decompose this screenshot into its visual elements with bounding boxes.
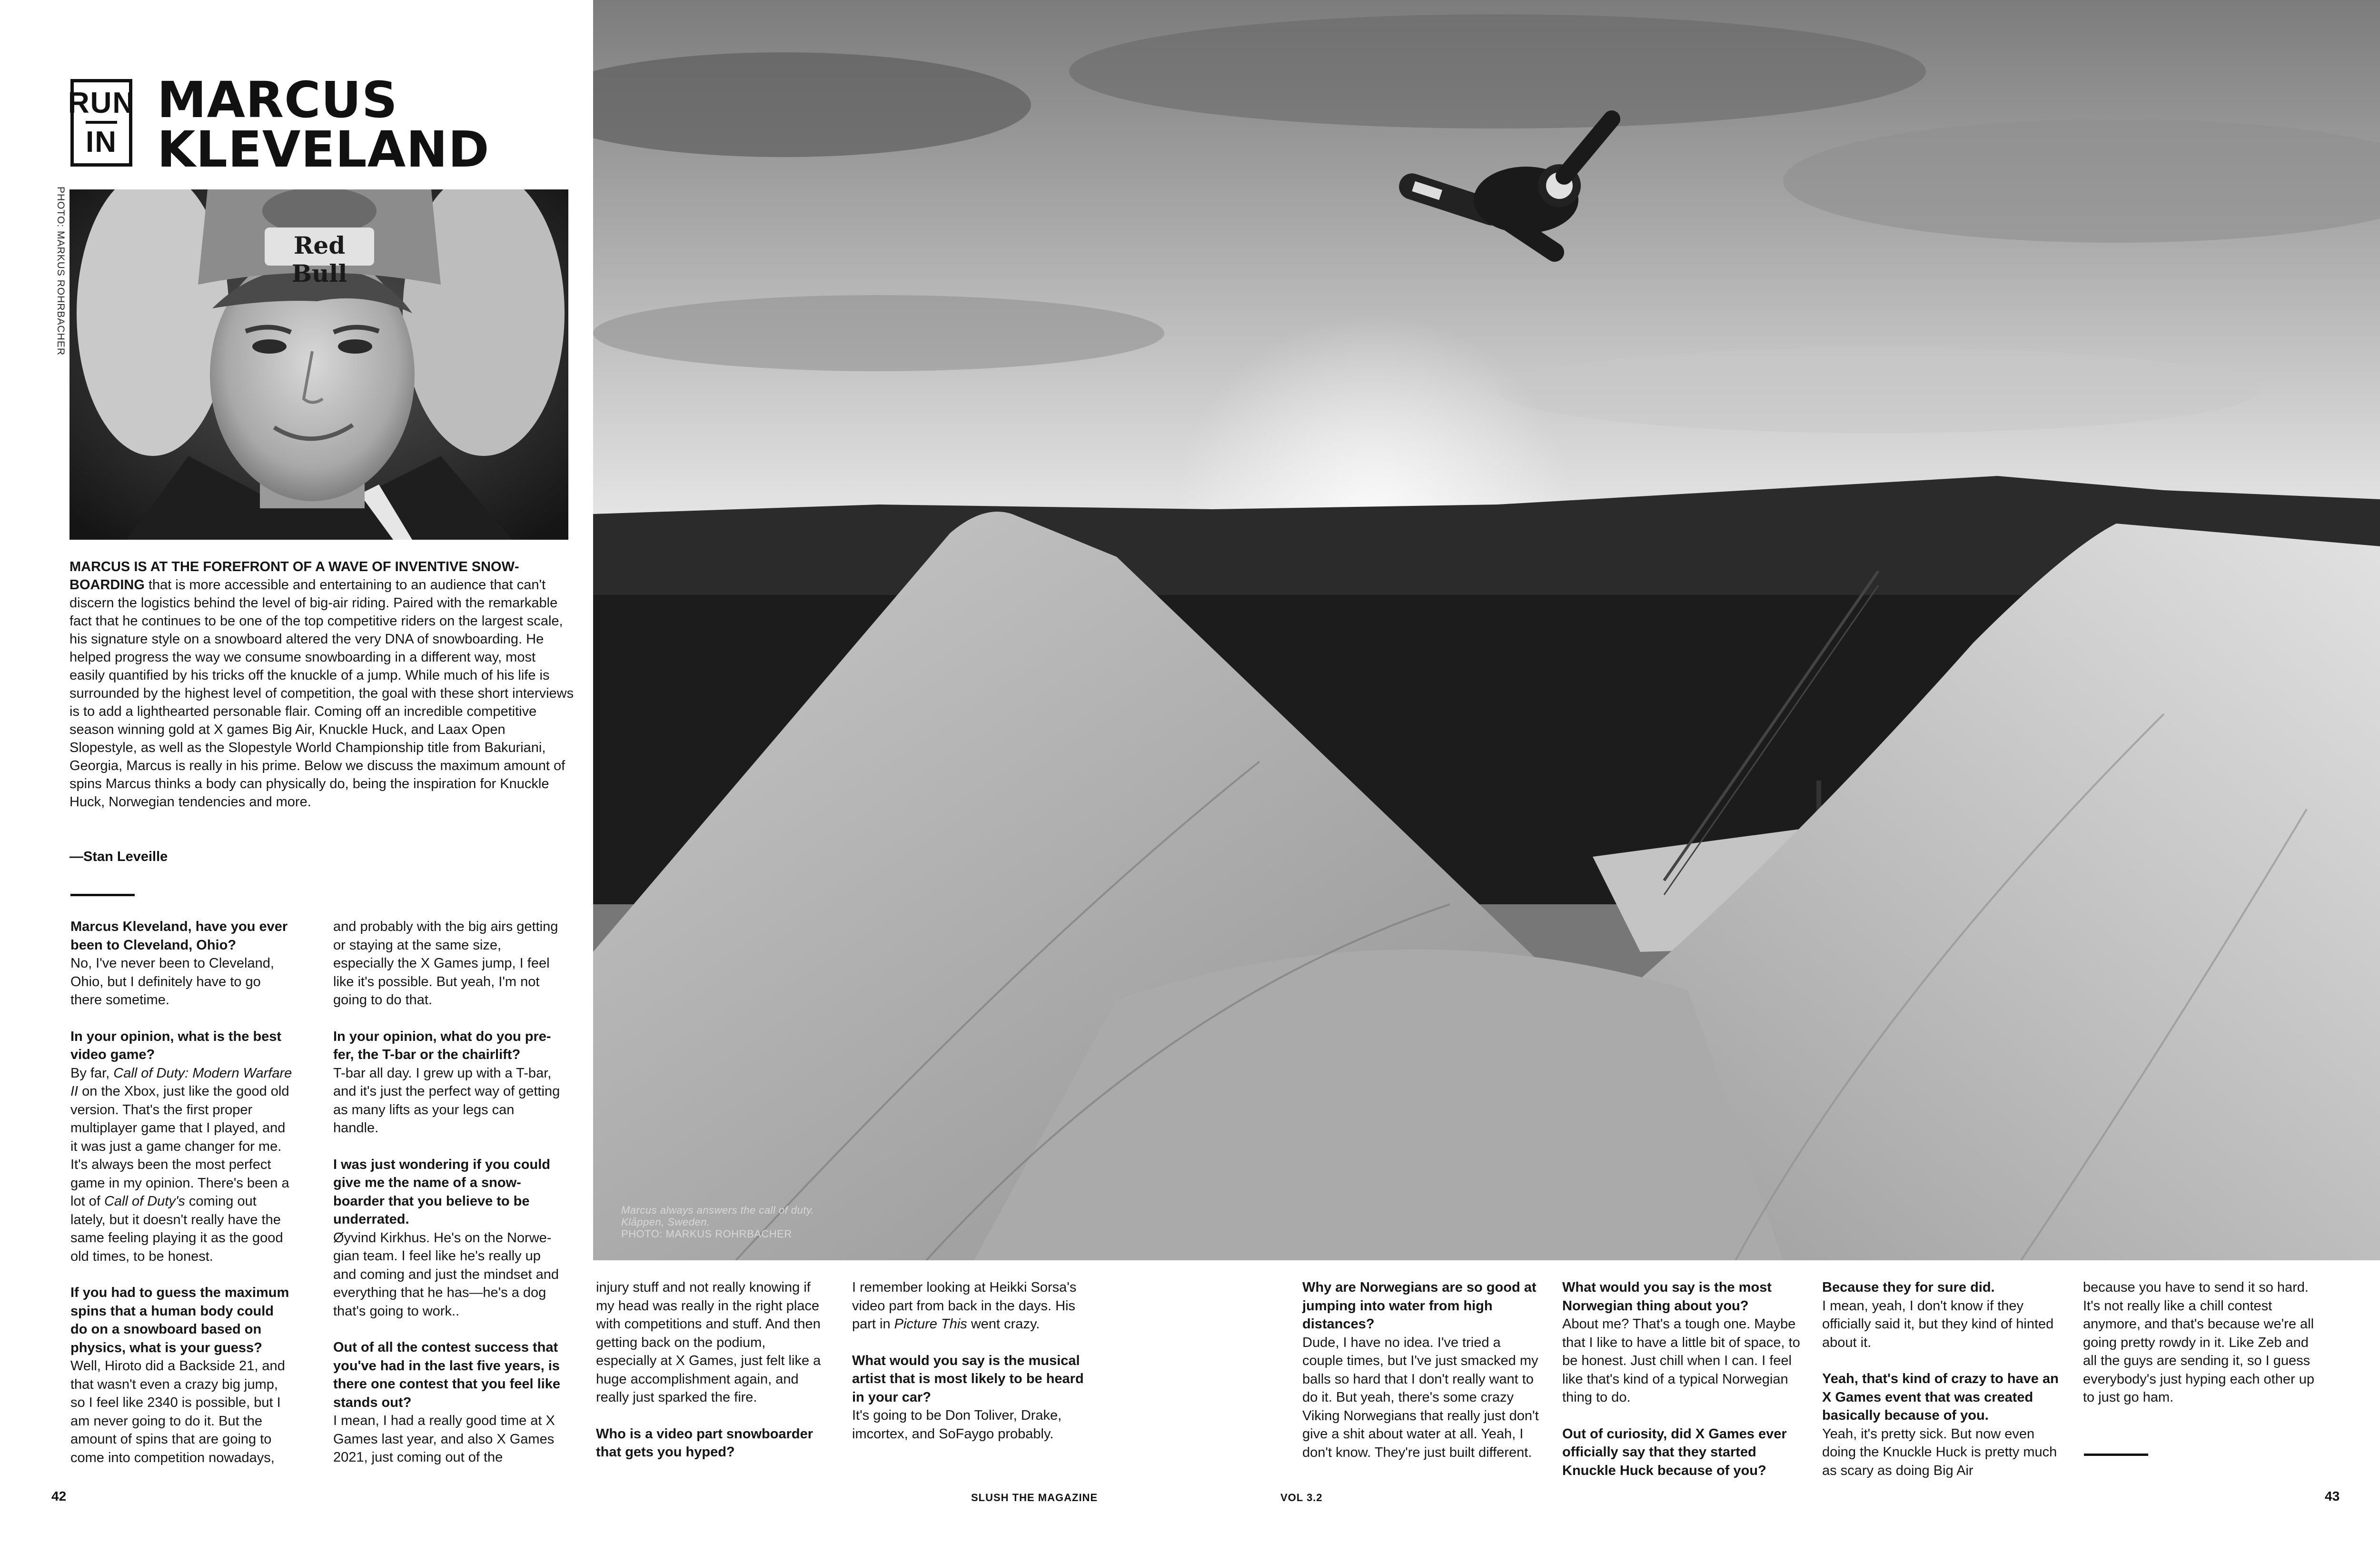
qa-column-4 <box>852 1278 1090 1461</box>
page-number-left: 42 <box>51 1489 67 1504</box>
run-in-logo <box>68 79 135 167</box>
qa-column-7 <box>1822 1278 2060 1498</box>
author-signoff: —Stan Leveille <box>69 849 168 864</box>
answer: It's going to be Don Toliver, Drake, imcortex, and SoFaygo probably. <box>852 1408 1062 1442</box>
hero-illustration <box>593 0 2380 1260</box>
qa-column-1 <box>70 918 294 1485</box>
caption-photo-credit: PHOTO: MARKUS ROHRBACHER <box>621 1228 792 1240</box>
hero-photo <box>593 0 2380 1260</box>
question: I was just wondering if you could give me the name of a snowboarder that you believe to be underrated. <box>333 1157 550 1227</box>
caption-line-1: Marcus always answers the call of duty. <box>621 1204 814 1216</box>
answer: T-bar all day. I grew up with a T-bar, and it's just the perfect way of getting as many lifts as your legs can handle. <box>333 1065 560 1136</box>
question: Who is a video part snowboarder that gets you hyped? <box>596 1426 813 1460</box>
answer-continued: injury stuff and not really knowing if my head was really in the right place with competitions and stuff. And then getting back on the podium, especially at X Games, just felt like a huge accomplishment again, and really just sparked the fire. <box>596 1280 821 1405</box>
footer-magazine-name: SLUSH THE MAGAZINE <box>971 1492 1098 1504</box>
answer: No, I've never been to Cleveland, Ohio, but I definitely have to go there sometime. <box>70 956 274 1008</box>
answer: Dude, I have no idea. I've tried a couple times, but I've just smacked my balls so hard that I don't really want to do it. But yeah, there's some crazy Viking Norwegians that really just don't give a shit about water at all. Yeah, I don't know. They're just built different. <box>1302 1335 1539 1460</box>
portrait-hat-logo: Red Bull <box>291 231 347 287</box>
answer: I remember looking at Heikki Sorsa's video part from back in the days. His part in Picture This went crazy. <box>852 1280 1077 1332</box>
question: What would you say is the most Norwegian thing about you? <box>1562 1280 1772 1314</box>
answer: I mean, I had a really good time at X Games last year, and also X Games 2021, just coming out of the <box>333 1413 555 1465</box>
title-line-2: KLEVELAND <box>157 120 490 178</box>
question: What would you say is the musical artist that is most likely to be heard in your car? <box>852 1353 1084 1405</box>
caption-line-2: Klåppen, Sweden. <box>621 1216 710 1228</box>
answer: By far, Call of Duty: Modern Warfare II on the Xbox, just like the good old version. That's the first proper multiplayer game that I played, and it was just a game changer for me. It's always been the most perfect game in my opinion. There's been a lot of Call of Duty's coming out lately, but it doesn't really have the same feeling playing it as the good old times, to be honest. <box>70 1065 292 1264</box>
answer: Well, Hiroto did a Backside 21, and that wasn't even a crazy big jump, so I feel like 2340 is possible, but I am never going to do it. But the amount of spins that are going to come into competition nowadays, <box>70 1358 285 1465</box>
question: In your opinion, what do you prefer, the T-bar or the chairlift? <box>333 1029 551 1062</box>
section-divider-left <box>70 894 135 896</box>
question: Marcus Kleveland, have you ever been to Cleveland, Ohio? <box>70 919 288 953</box>
question: Why are Norwegians are so good at jumping into water from high distances? <box>1302 1280 1537 1332</box>
question: Yeah, that's kind of crazy to have an X Games event that was created basically because of you. <box>1822 1371 2059 1423</box>
question: In your opinion, what is the best video game? <box>70 1029 282 1062</box>
hero-photo-caption <box>621 1204 814 1240</box>
page-title <box>157 71 490 178</box>
logo-line-1: RUN <box>68 87 135 119</box>
qa-column-2 <box>333 918 562 1485</box>
answer: I mean, yeah, I don't know if they officially said it, but they kind of hinted about it. <box>1822 1298 2054 1350</box>
section-divider-right <box>2084 1454 2148 1456</box>
qa-column-6 <box>1562 1278 1800 1498</box>
answer-lead: Because they for sure did. <box>1822 1280 1995 1295</box>
intro-lead: MARCUS IS AT THE FOREFRONT OF A WAVE OF INVENTIVE SNOWBOARDING <box>69 559 519 593</box>
answer: Øyvind Kirkhus. He's on the Norwegian team. I feel like he's really up and coming and just the mindset and everything that he has—he's a dog that's going to work.. <box>333 1230 559 1319</box>
portrait-photo <box>69 189 568 540</box>
question: Out of all the contest success that you've had in the last five years, is there one contest that you feel like stands out? <box>333 1340 560 1410</box>
answer-continued: and probably with the big airs getting or staying at the same size, especially the X Games jump, I feel like it's possible. But yeah, I'm not going to do that. <box>333 919 558 1008</box>
answer: Yeah, it's pretty sick. But now even doing the Knuckle Huck is pretty much as scary as doing Big Air <box>1822 1426 2057 1478</box>
footer-volume: VOL 3.2 <box>1280 1492 1323 1504</box>
qa-column-5 <box>1302 1278 1540 1480</box>
answer: About me? That's a tough one. Maybe that I like to have a little bit of space, to be honest. Just chill when I can. I feel like that's kind of a typical Norwegian thing to do. <box>1562 1316 1800 1405</box>
answer-continued: because you have to send it so hard. It's not really like a chill contest anymore, and that's because we're all going pretty rowdy in it. Like Zeb and all the guys are sending it, so I guess everybody's just hyping each other up to just go ham. <box>2083 1280 2314 1405</box>
page-number-right: 43 <box>2325 1489 2340 1504</box>
logo-line-2: IN <box>86 121 117 160</box>
question: If you had to guess the maximum spins that a human body could do on a snowboard based on physics, what is your guess? <box>70 1285 289 1355</box>
portrait-photo-credit: PHOTO: MARKUS ROHRBACHER <box>55 187 66 356</box>
qa-column-8 <box>2083 1278 2321 1425</box>
title-line-1: MARCUS <box>157 71 398 129</box>
qa-column-3 <box>596 1278 829 1480</box>
intro-paragraph <box>69 558 574 811</box>
question: Out of curiosity, did X Games ever officially say that they started Knuckle Huck because of you? <box>1562 1426 1787 1478</box>
intro-body: that is more accessible and entertaining to an audience that can't discern the logistics behind the level of big-air riding. Paired with the remarkable fact that he continues to be one of the top competitive riders on the largest scale, his signature style on a snowboard altered the very DNA of snowboarding. He helped progress the way we consume snowboarding in a different way, most easily quantified by his tricks off the knuckle of a jump. While much of his life is surrounded by the highest level of competition, the goal with these short interviews is to add a lighthearted personable flair. Coming off an incredible competitive season winning gold at X games Big Air, Knuckle Huck, and Laax Open Slopestyle, as well as the Slopestyle World Championship title from Bakuriani, Georgia, Marcus is really in his prime. Below we discuss the maximum amount of spins Marcus thinks a body can physically do, being the inspiration for Knuckle Huck, Norwegian tendencies and more. <box>69 577 574 810</box>
